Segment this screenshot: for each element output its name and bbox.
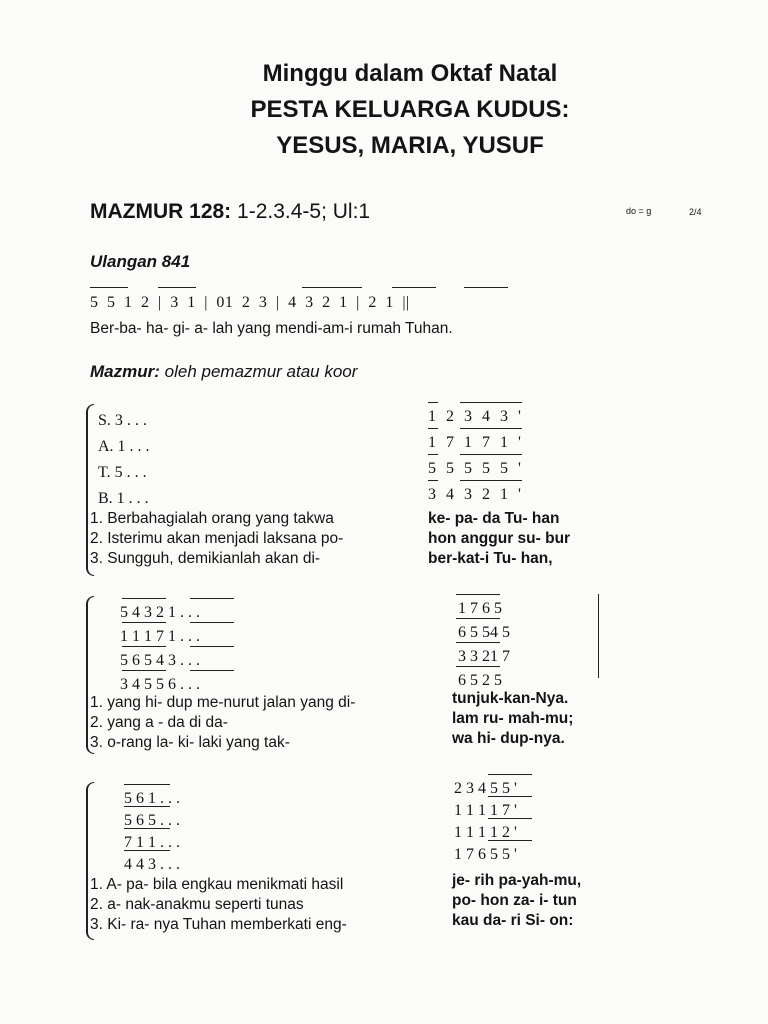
refrain-lyric: Ber-ba- ha- gi- a- lah yang mendi-am-i rumah Tuhan. [90,320,453,337]
stanza2-line1: 1. yang hi- dup me-nurut jalan yang di- [90,694,356,711]
stanza1-line3-end: ber-kat-i Tu- han, [428,550,553,567]
refrain-overlines [90,287,610,289]
stanza2-left-s: 5 4 3 2 1 . . . [120,604,200,621]
key-signature: do = g [626,206,652,216]
stanza2-line3: 3. o-rang la- ki- laki yang tak- [90,734,290,751]
stanza3-line2: 2. a- nak-anakmu seperti tunas [90,896,304,913]
stanza2-line2: 2. yang a - da di da- [90,714,228,731]
mazmur-text: oleh pemazmur atau koor [164,362,358,381]
stanza2-right-a: 6 5 54 5 [458,624,510,641]
stanza3-line1: 1. A- pa- bila engkau menikmati hasil [90,876,344,893]
page-title-line2: PESTA KELUARGA KUDUS: [250,96,570,123]
page-title-line3: YESUS, MARIA, YUSUF [276,132,544,159]
stanza1-notes-t: 5 5 5 5 5 ' [428,460,521,477]
voice-bass: B. 1 . . . [98,490,149,507]
time-signature: 2/4 [689,207,702,217]
stanza3-line2-end: po- hon za- i- tun [452,892,577,909]
psalm-title: MAZMUR 128: [90,200,232,223]
stanza2-right-b: 6 5 2 5 [458,672,502,689]
stanza2-barline [598,594,599,678]
stanza3-left-s: 5 6 1 . . . [124,790,180,807]
stanza2-line3-end: wa hi- dup-nya. [452,730,565,747]
stanza3-left-a: 5 6 5 . . . [124,812,180,829]
voice-soprano: S. 3 . . . [98,412,147,429]
psalm-refs: 1-2.3.4-5; Ul:1 [237,200,371,223]
stanza2-right-s: 1 7 6 5 [458,600,502,617]
stanza1-line1-end: ke- pa- da Tu- han [428,510,560,527]
stanza3-line3: 3. Ki- ra- nya Tuhan memberkati eng- [90,916,347,933]
mazmur-label: Mazmur: [90,362,160,381]
stanza2-left-a: 1 1 1 7 1 . . . [120,628,200,645]
mazmur-instruction [90,362,357,382]
stanza3-right-b: 1 7 6 5 5 ' [454,846,517,863]
stanza1-overlines [424,402,604,502]
stanza1-line1 [90,510,334,528]
stanza3-right-s: 2 3 4 5 5 ' [454,780,517,797]
stanza1-line3: 3. Sungguh, demikianlah akan di- [90,550,321,567]
stanza3-right-a: 1 1 1 1 7 ' [454,802,517,819]
stanza3-left-t: 7 1 1 . . . [124,834,180,851]
voice-tenor: T. 5 . . . [98,464,147,481]
psalm-heading [90,200,370,224]
refrain-label: Ulangan 841 [90,252,191,271]
page-title-line1: Minggu dalam Oktaf Natal [262,60,558,87]
stanza2-left-t: 5 6 5 4 3 . . . [120,652,200,669]
stanza1-line1-text: 1. Berbahagialah orang yang takwa [90,510,334,527]
stanza2-overlines [118,598,598,694]
stanza2-left-b: 3 4 5 5 6 . . . [120,676,200,693]
stanza1-line2-end: hon anggur su- bur [428,530,571,547]
stanza2-line2-end: lam ru- mah-mu; [452,710,574,727]
stanza1-notes-a: 1 7 1 7 1 ' [428,434,521,451]
stanza1-line2: 2. Isterimu akan menjadi laksana po- [90,530,344,547]
stanza2-line1-end: tunjuk-kan-Nya. [452,690,569,707]
stanza1-notes-s: 1 2 3 4 3 ' [428,408,521,425]
stanza3-right-t: 1 1 1 1 2 ' [454,824,517,841]
refrain-notes: 5 5 1 2 | 3 1 | 01 2 3 | 4 3 2 1 | 2 1 || [90,294,410,311]
stanza3-overlines [120,774,600,870]
stanza3-line3-end: kau da- ri Si- on: [452,912,574,929]
stanza2-right-t: 3 3 21 7 [458,648,510,665]
voice-alto: A. 1 . . . [98,438,150,455]
stanza1-notes-b: 3 4 3 2 1 ' [428,486,521,503]
stanza3-left-b: 4 4 3 . . . [124,856,180,873]
stanza3-line1-end: je- rih pa-yah-mu, [452,872,582,889]
